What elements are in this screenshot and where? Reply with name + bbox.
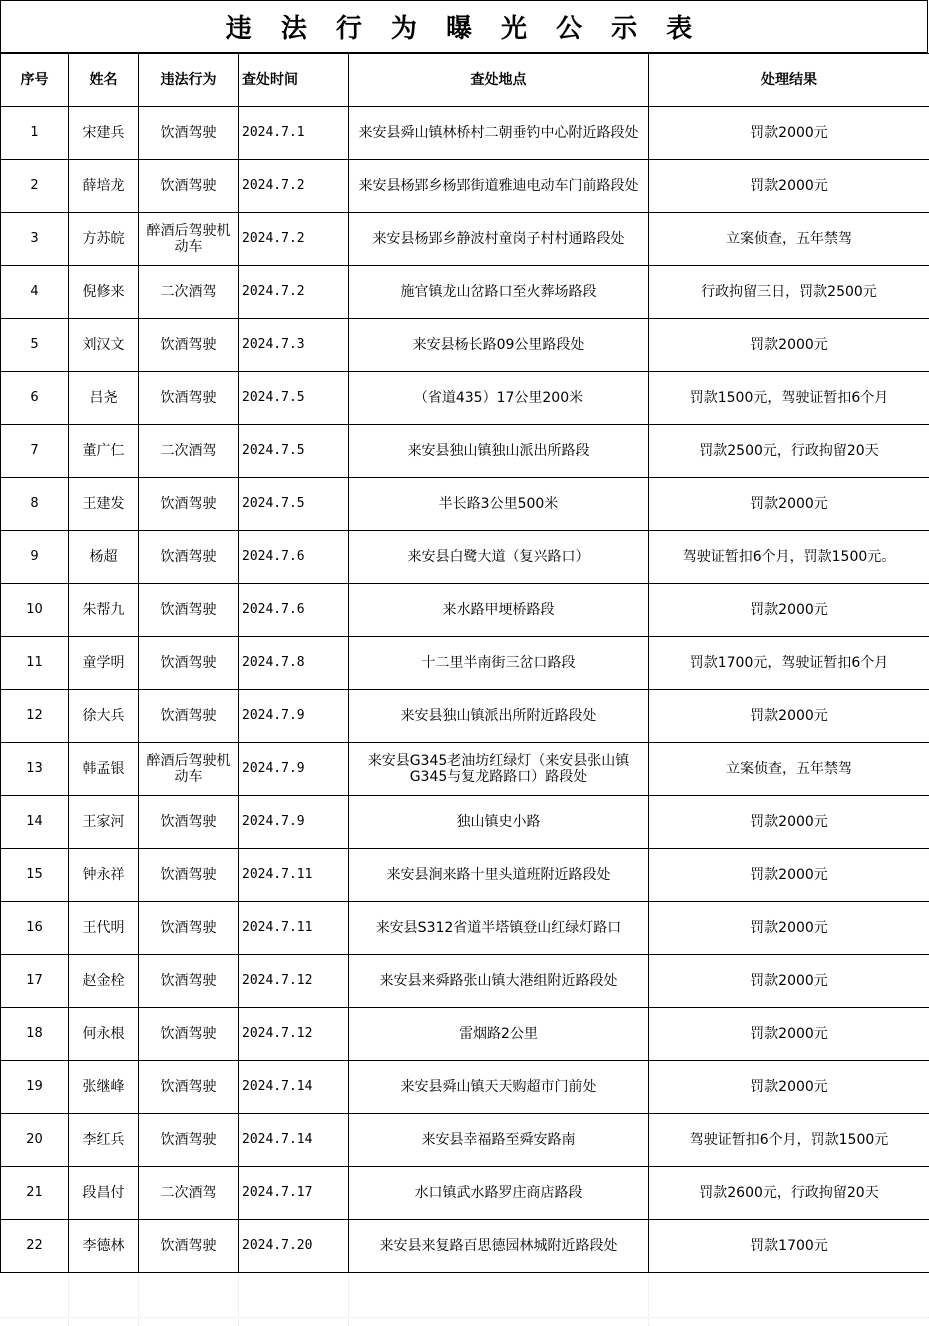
cell-seq: 13 <box>1 743 69 796</box>
cell-location: 来安县舜山镇林桥村二朝垂钓中心附近路段处 <box>349 107 649 160</box>
cell-violation: 醉酒后驾驶机动车 <box>139 213 239 266</box>
cell-location: 来安县独山镇派出所附近路段处 <box>349 690 649 743</box>
cell-date: 2024.7.9 <box>239 796 349 849</box>
cell-name: 徐大兵 <box>69 690 139 743</box>
cell-date: 2024.7.14 <box>239 1114 349 1167</box>
cell-name: 朱帮九 <box>69 584 139 637</box>
cell-location: 独山镇史小路 <box>349 796 649 849</box>
table-row <box>1 425 929 478</box>
cell-result: 罚款2000元 <box>649 902 929 955</box>
table-row <box>1 1061 929 1114</box>
cell-date: 2024.7.2 <box>239 160 349 213</box>
cell-violation: 饮酒驾驶 <box>139 372 239 425</box>
cell-result: 罚款1700元，驾驶证暂扣6个月 <box>649 637 929 690</box>
cell-violation: 二次酒驾 <box>139 425 239 478</box>
cell-violation: 饮酒驾驶 <box>139 584 239 637</box>
cell-violation: 醉酒后驾驶机动车 <box>139 743 239 796</box>
cell-name: 李红兵 <box>69 1114 139 1167</box>
cell-violation: 饮酒驾驶 <box>139 796 239 849</box>
cell-seq: 14 <box>1 796 69 849</box>
cell-result: 行政拘留三日，罚款2500元 <box>649 266 929 319</box>
cell-result: 罚款2000元 <box>649 796 929 849</box>
cell-date: 2024.7.11 <box>239 902 349 955</box>
cell-name: 钟永祥 <box>69 849 139 902</box>
cell-result: 罚款2000元 <box>649 319 929 372</box>
cell-seq: 12 <box>1 690 69 743</box>
cell-seq: 17 <box>1 955 69 1008</box>
header-date: 查处时间 <box>239 54 349 107</box>
cell-date: 2024.7.12 <box>239 1008 349 1061</box>
violation-table <box>0 53 929 1273</box>
cell-location: 来安县舜山镇天天购超市门前处 <box>349 1061 649 1114</box>
cell-seq: 15 <box>1 849 69 902</box>
cell-result: 罚款2000元 <box>649 955 929 1008</box>
empty-grid-area <box>0 1273 929 1326</box>
cell-date: 2024.7.5 <box>239 478 349 531</box>
cell-seq: 6 <box>1 372 69 425</box>
cell-seq: 18 <box>1 1008 69 1061</box>
table-row <box>1 1114 929 1167</box>
cell-seq: 4 <box>1 266 69 319</box>
cell-violation: 饮酒驾驶 <box>139 319 239 372</box>
cell-date: 2024.7.9 <box>239 743 349 796</box>
cell-name: 王建发 <box>69 478 139 531</box>
header-result: 处理结果 <box>649 54 929 107</box>
table-row <box>1 584 929 637</box>
cell-result: 罚款1700元 <box>649 1220 929 1273</box>
cell-location: 来安县杨长路09公里路段处 <box>349 319 649 372</box>
table-row <box>1 531 929 584</box>
cell-name: 李德林 <box>69 1220 139 1273</box>
cell-seq: 11 <box>1 637 69 690</box>
cell-date: 2024.7.5 <box>239 372 349 425</box>
cell-seq: 9 <box>1 531 69 584</box>
cell-seq: 7 <box>1 425 69 478</box>
cell-date: 2024.7.12 <box>239 955 349 1008</box>
cell-violation: 饮酒驾驶 <box>139 1061 239 1114</box>
table-row <box>1 796 929 849</box>
table-row <box>1 266 929 319</box>
cell-name: 韩孟银 <box>69 743 139 796</box>
cell-name: 王代明 <box>69 902 139 955</box>
cell-seq: 19 <box>1 1061 69 1114</box>
cell-result: 罚款1500元，驾驶证暂扣6个月 <box>649 372 929 425</box>
cell-name: 薛培龙 <box>69 160 139 213</box>
cell-name: 王家河 <box>69 796 139 849</box>
cell-result: 立案侦查，五年禁驾 <box>649 743 929 796</box>
cell-name: 杨超 <box>69 531 139 584</box>
table-row <box>1 1167 929 1220</box>
cell-location: 十二里半南街三岔口路段 <box>349 637 649 690</box>
cell-seq: 20 <box>1 1114 69 1167</box>
cell-result: 驾驶证暂扣6个月，罚款1500元。 <box>649 531 929 584</box>
cell-violation: 饮酒驾驶 <box>139 1008 239 1061</box>
cell-name: 刘汉文 <box>69 319 139 372</box>
cell-date: 2024.7.8 <box>239 637 349 690</box>
cell-result: 立案侦查，五年禁驾 <box>649 213 929 266</box>
cell-date: 2024.7.20 <box>239 1220 349 1273</box>
table-row <box>1 319 929 372</box>
cell-seq: 8 <box>1 478 69 531</box>
cell-name: 童学明 <box>69 637 139 690</box>
cell-location: 来安县杨郢乡杨郢街道雅迪电动车门前路段处 <box>349 160 649 213</box>
header-row <box>1 54 929 107</box>
cell-violation: 饮酒驾驶 <box>139 849 239 902</box>
cell-violation: 饮酒驾驶 <box>139 1220 239 1273</box>
cell-date: 2024.7.2 <box>239 213 349 266</box>
table-row <box>1 902 929 955</box>
cell-location: 来安县白鹭大道（复兴路口） <box>349 531 649 584</box>
cell-violation: 饮酒驾驶 <box>139 160 239 213</box>
cell-date: 2024.7.14 <box>239 1061 349 1114</box>
header-name: 姓名 <box>69 54 139 107</box>
cell-date: 2024.7.6 <box>239 584 349 637</box>
table-row <box>1 849 929 902</box>
table-row <box>1 213 929 266</box>
header-location: 查处地点 <box>349 54 649 107</box>
cell-result: 驾驶证暂扣6个月，罚款1500元 <box>649 1114 929 1167</box>
cell-location: 施官镇龙山岔路口至火葬场路段 <box>349 266 649 319</box>
cell-date: 2024.7.5 <box>239 425 349 478</box>
cell-name: 张继峰 <box>69 1061 139 1114</box>
cell-seq: 1 <box>1 107 69 160</box>
cell-violation: 饮酒驾驶 <box>139 478 239 531</box>
sheet-title: 违 法 行 为 曝 光 公 示 表 <box>0 0 928 53</box>
cell-name: 宋建兵 <box>69 107 139 160</box>
cell-violation: 二次酒驾 <box>139 266 239 319</box>
cell-result: 罚款2000元 <box>649 1061 929 1114</box>
table-row <box>1 637 929 690</box>
cell-name: 吕尧 <box>69 372 139 425</box>
cell-location: 来安县独山镇独山派出所路段 <box>349 425 649 478</box>
header-seq: 序号 <box>1 54 69 107</box>
cell-location: 水口镇武水路罗庄商店路段 <box>349 1167 649 1220</box>
cell-location: 雷烟路2公里 <box>349 1008 649 1061</box>
cell-location: 来安县来舜路张山镇大港组附近路段处 <box>349 955 649 1008</box>
cell-location: （省道435）17公里200米 <box>349 372 649 425</box>
cell-violation: 饮酒驾驶 <box>139 107 239 160</box>
cell-name: 方苏皖 <box>69 213 139 266</box>
cell-result: 罚款2000元 <box>649 478 929 531</box>
cell-violation: 饮酒驾驶 <box>139 531 239 584</box>
cell-date: 2024.7.1 <box>239 107 349 160</box>
cell-violation: 饮酒驾驶 <box>139 1114 239 1167</box>
header-violation: 违法行为 <box>139 54 239 107</box>
cell-name: 董广仁 <box>69 425 139 478</box>
table-row <box>1 955 929 1008</box>
cell-seq: 10 <box>1 584 69 637</box>
cell-date: 2024.7.6 <box>239 531 349 584</box>
cell-seq: 5 <box>1 319 69 372</box>
cell-result: 罚款2000元 <box>649 1008 929 1061</box>
cell-location: 来安县来复路百思德园林城附近路段处 <box>349 1220 649 1273</box>
cell-seq: 22 <box>1 1220 69 1273</box>
cell-date: 2024.7.17 <box>239 1167 349 1220</box>
cell-seq: 3 <box>1 213 69 266</box>
cell-date: 2024.7.2 <box>239 266 349 319</box>
cell-result: 罚款2000元 <box>649 584 929 637</box>
cell-location: 来安县涧来路十里头道班附近路段处 <box>349 849 649 902</box>
table-row <box>1 478 929 531</box>
cell-result: 罚款2000元 <box>649 107 929 160</box>
cell-name: 何永根 <box>69 1008 139 1061</box>
cell-violation: 饮酒驾驶 <box>139 690 239 743</box>
table-row <box>1 1008 929 1061</box>
cell-seq: 2 <box>1 160 69 213</box>
cell-date: 2024.7.11 <box>239 849 349 902</box>
cell-result: 罚款2000元 <box>649 849 929 902</box>
cell-violation: 饮酒驾驶 <box>139 902 239 955</box>
cell-date: 2024.7.9 <box>239 690 349 743</box>
cell-name: 倪修来 <box>69 266 139 319</box>
cell-location: 半长路3公里500米 <box>349 478 649 531</box>
cell-location: 来安县G345老油坊红绿灯（来安县张山镇G345与复龙路路口）路段处 <box>349 743 649 796</box>
cell-name: 赵金栓 <box>69 955 139 1008</box>
table-row <box>1 690 929 743</box>
cell-location: 来安县幸福路至舜安路南 <box>349 1114 649 1167</box>
table-row <box>1 107 929 160</box>
cell-location: 来水路甲埂桥路段 <box>349 584 649 637</box>
cell-location: 来安县S312省道半塔镇登山红绿灯路口 <box>349 902 649 955</box>
cell-location: 来安县杨郢乡静波村童岗子村村通路段处 <box>349 213 649 266</box>
table-row <box>1 1220 929 1273</box>
cell-date: 2024.7.3 <box>239 319 349 372</box>
cell-result: 罚款2000元 <box>649 160 929 213</box>
table-row <box>1 372 929 425</box>
cell-result: 罚款2000元 <box>649 690 929 743</box>
cell-name: 段昌付 <box>69 1167 139 1220</box>
table-body <box>1 107 929 1273</box>
cell-result: 罚款2600元，行政拘留20天 <box>649 1167 929 1220</box>
table-row <box>1 743 929 796</box>
cell-violation: 饮酒驾驶 <box>139 955 239 1008</box>
cell-seq: 21 <box>1 1167 69 1220</box>
cell-seq: 16 <box>1 902 69 955</box>
cell-result: 罚款2500元，行政拘留20天 <box>649 425 929 478</box>
table-row <box>1 160 929 213</box>
cell-violation: 饮酒驾驶 <box>139 637 239 690</box>
cell-violation: 二次酒驾 <box>139 1167 239 1220</box>
